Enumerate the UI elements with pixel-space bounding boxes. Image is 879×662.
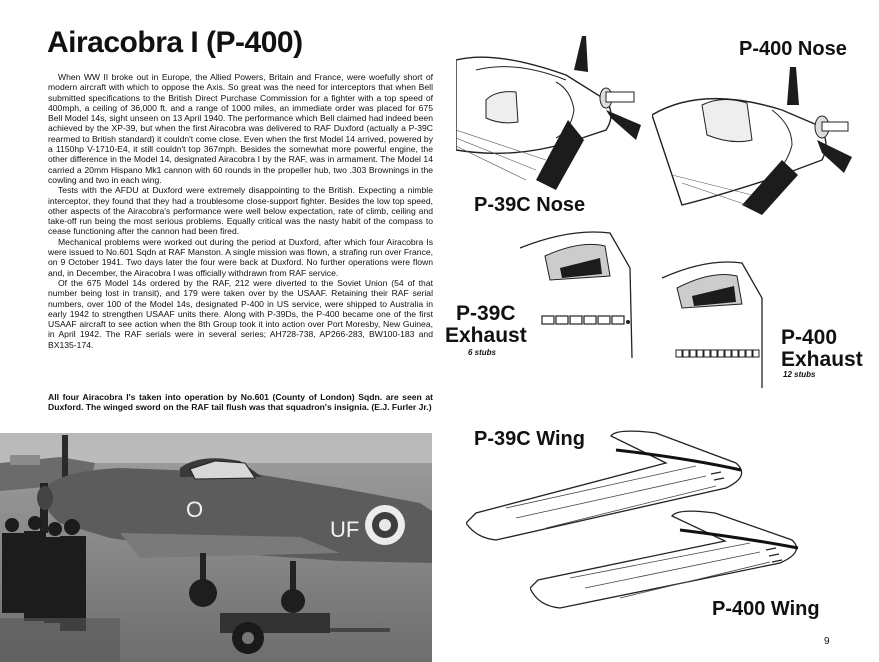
paragraph: When WW II broke out in Europe, the Allied Powers, Britain and France, were woefully short of modern aircraft with which to oppose the Axis. So great was the need for interceptors that when Bell submitted specifications to the British Direct Purchase Commission for a fighter with a top speed of 400mph, a ceiling of 36,000 ft. and a range of 1000 miles, an immediate order was placed for 675 Bell Model 14s, sight unseen on 13 April 1940. The performance which Bell claimed had indeed been achieved by the XP-39, but when the first Airacobra was delivered to RAF Duxford (actually a P-39C rearmed to British standard) it couldn't come close. Even when the first Model 14 arrived, powered by a 1150hp V-1710-E4, it still couldn't top 367mph. Besides the somewhat more powerful engine, the other difference in the Model 14, designated Airacobra I by the RAF, was in armament. The Model 14 carried a 20mm Hispano Mk1 cannon with 60 rounds in the propeller hub, two .303 Brownings in the cowling and two in each wing. — [48, 72, 433, 185]
p39c-wing-label: P-39C Wing — [474, 428, 585, 450]
p39c-nose-label: P-39C Nose — [474, 194, 586, 216]
airacobra-photo — [0, 433, 432, 662]
p39c-exhaust-label-2: Exhaust — [445, 324, 527, 347]
p400-exhaust-drawing — [662, 258, 772, 388]
p39c-nose-drawing — [456, 30, 646, 200]
article-title: Airacobra I (P-400) — [47, 26, 303, 59]
article-body — [48, 72, 433, 350]
p400-exhaust-label-1: P-400 — [781, 326, 838, 349]
squadron-code: UF — [330, 517, 360, 542]
photo-caption: All four Airacobra I's taken into operation by No.601 (County of London) Sqdn. are seen at Duxford. The winged sword on the RAF tail flush was that squadron's insignia. (E.J. Furler Jr.) — [48, 392, 433, 413]
p39c-exhaust-drawing — [520, 228, 640, 358]
paragraph: Mechanical problems were worked out during the period at Duxford, after which four Airacobra Is were issued to No.601 Sqdn at RAF Manston. A single mission was flown, a strafing run over France, on 9 October 1941. Two days later the four were back at Duxford. No further operations were flown and, in December, the Airacobra I was officially withdrawn from RAF service. — [48, 236, 433, 278]
p400-nose-label: P-400 Nose — [739, 38, 847, 60]
p400-exhaust-label-2: Exhaust — [781, 348, 863, 371]
p400-exhaust-note: 12 stubs — [783, 370, 816, 379]
paragraph: Of the 675 Model 14s ordered by the RAF, 212 were diverted to the Soviet Union (54 of that number being lost in transit), and 179 were taken over by the USAAF. Retaining their RAF serial numbers, over 100 of the Model 14s, designated P-400 in US service, were shipped to Australia in early 1942 to strengthen USAAF units there. Along with P-39Ds, the P-400 became one of the first USAAF aircraft to see action when the 8th Group took it into action over Port Moresby, New Guinea, in April 1942. The RAF serials were in several series; AH728-738, AP266-283, BW100-183 and BX135-174. — [48, 277, 433, 350]
fuselage-letter: O — [186, 497, 204, 522]
p39c-exhaust-label-1: P-39C — [456, 302, 516, 325]
page-number: 9 — [824, 636, 830, 647]
p400-nose-drawing — [652, 65, 862, 215]
p39c-exhaust-note: 6 stubs — [468, 348, 497, 357]
paragraph: Tests with the AFDU at Duxford were extremely disappointing to the British. Expecting a nimble interceptor, they found that they had a troublesome close-support fighter. Besides the low top speed, other aspects of the Airacobra's performance were well below expectation, rate of climb, ceiling and take-off run being the most serious problems. Equally critical was the nasty habit of the compass to cease functioning after the cannon had been fired. — [48, 185, 433, 237]
p400-wing-label: P-400 Wing — [712, 598, 820, 620]
